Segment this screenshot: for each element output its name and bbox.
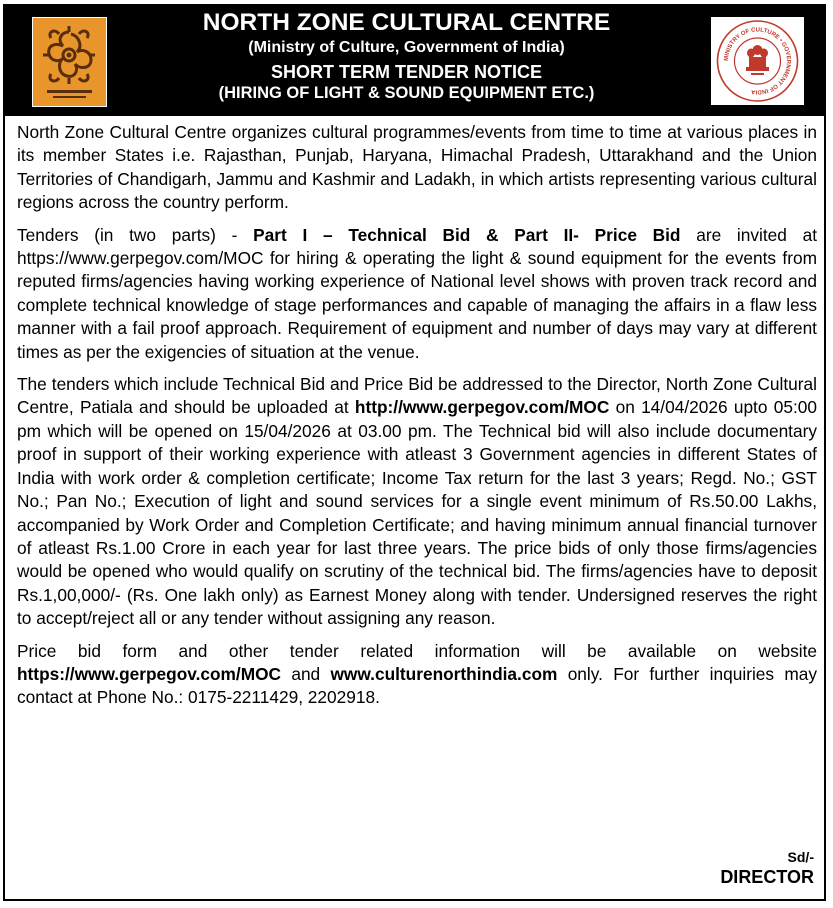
nzcc-logo-icon (32, 17, 107, 107)
contact-post: only. For further inquiries may contact at Phone No.: 0175-2211429, 2202918. (17, 663, 817, 708)
emblem-text: MINISTRY OF CULTURE • GOVERNMENT OF INDIA (723, 27, 792, 95)
website-url-1: https://www.gerpegov.com/MOC (17, 663, 282, 684)
upload-url: http://www.gerpegov.com/MOC (354, 397, 610, 418)
signed-mark: Sd/- (787, 849, 814, 865)
tender-notice (3, 4, 826, 901)
submission-terms-paragraph (17, 373, 817, 630)
header-text-block (115, 8, 698, 104)
ministry-line: (Ministry of Culture, Government of India) (248, 39, 565, 56)
signature-block (720, 848, 814, 888)
contact-paragraph (17, 640, 817, 710)
bid-parts: Part I – Technical Bid & Part II- Price Bid (253, 224, 681, 245)
notice-header (5, 6, 824, 116)
intro-paragraph: North Zone Cultural Centre organizes cultural programmes/events from time to time at various places in its member States i.e. Rajasthan, Punjab, Haryana, Himachal Pradesh, Uttarakhand and the Union Territories of Chandigarh, Jammu and Kashmir and Ladakh, in which artists representing various cultural regions across the country perform. (17, 122, 817, 213)
website-url-2: www.culturenorthindia.com (330, 663, 558, 684)
notice-subject: (HIRING OF LIGHT & SOUND EQUIPMENT ETC.) (218, 84, 595, 102)
tender-invitation-paragraph (17, 224, 817, 364)
signatory-designation: DIRECTOR (720, 867, 814, 887)
submission-terms-post: on 14/04/2026 upto 05:00 pm which will be opened on 15/04/2026 at 03.00 pm. The Technical bid will also include documentary proof in support of their working experience with atleast 3 Government agencies in different States of India with work order & completion certificate; Income Tax return for the last 3 years; Regd. No.; GST No.; Pan No.; Execution of light and sound services for a single event minimum of Rs.50.00 Lakhs, accompanied by Work Order and Completion Certificate; and having minimum annual financial turnover of atleast Rs.1.00 Crore in each year for last three years. The price bids of only those firms/agencies would be opened who would qualify on scrutiny of the technical bid. The firms/agencies have to deposit Rs.1,00,000/- (Rs. One lakh only) as Earnest Money along with tender. Undersigned reserves the right to accept/reject all or any tender without assigning any reason. (17, 397, 817, 629)
notice-type: SHORT TERM TENDER NOTICE (270, 62, 542, 82)
submission-terms-pre: The tenders which include Technical Bid and Price Bid be addressed to the Director, North Zone Cultural Centre, Patiala and should be uploaded at (17, 374, 817, 418)
notice-body (17, 121, 817, 719)
tender-invitation-post: are invited at https://www.gerpegov.com/MOC for hiring & operating the light & sound equipment for the events from reputed firms/agencies having working experience of National level shows with proven track record and complete technical knowledge of stage performances and capable of managing the affairs in a flaw less manner with a fail proof approach. Requirement of equipment and number of days may vary at different times as per the exigencies of situation at the venue. (17, 224, 818, 362)
contact-mid: and (281, 663, 331, 684)
contact-pre: Price bid form and other tender related information will be available on website (17, 640, 817, 661)
organization-title: NORTH ZONE CULTURAL CENTRE (202, 9, 611, 36)
ministry-of-culture-emblem-icon (711, 17, 804, 105)
tender-invitation-pre: Tenders (in two parts) - (17, 224, 254, 245)
